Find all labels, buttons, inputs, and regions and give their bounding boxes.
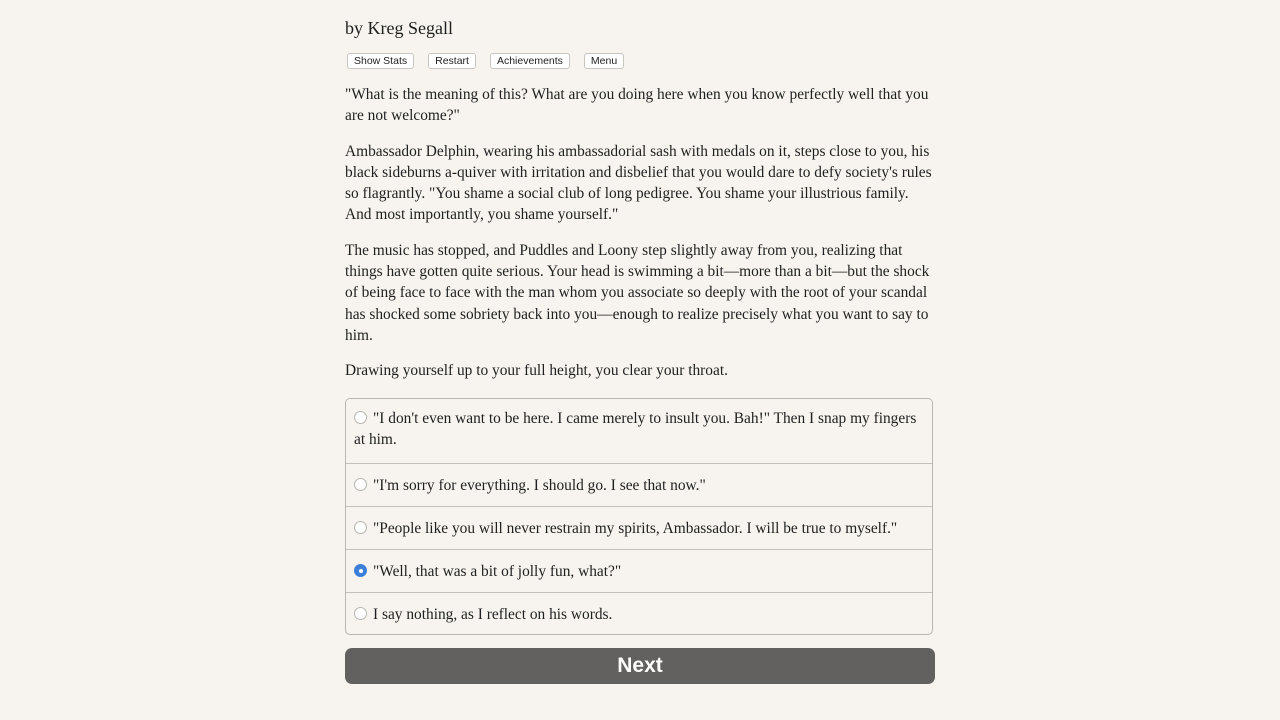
choice-label: "People like you will never restrain my spirits, Ambassador. I will be true to myself." xyxy=(373,520,898,537)
story-paragraph: The music has stopped, and Puddles and Loony step slightly away from you, realizing that things have gotten quite serious. Your head is swimming a bit—more than a bit—but the shock of being face to face with the man whom you associate so deeply with the root of your scandal has shocked some sobriety back into you—enough to realize precisely what you want to say to him. xyxy=(345,241,930,344)
choice-label: "I'm sorry for everything. I should go. I see that now." xyxy=(373,477,706,494)
toolbar xyxy=(347,53,638,70)
author-byline: by Kreg Segall xyxy=(345,18,453,38)
radio-button-icon[interactable] xyxy=(354,411,367,424)
story-paragraph: "What is the meaning of this? What are you doing here when you know perfectly well that you are not welcome?" xyxy=(345,86,929,125)
choice-option-say-nothing[interactable] xyxy=(346,592,932,634)
story-paragraph: Ambassador Delphin, wearing his ambassadorial sash with medals on it, steps close to you, his black sideburns a-quiver with irritation and disbelief that you would dare to defy society's rules so flagrantly. "You shame a social club of long pedigree. You shame your illustrious family. And most importantly, you shame yourself." xyxy=(345,142,932,224)
menu-button[interactable]: Menu xyxy=(584,53,624,69)
choice-label: "I don't even want to be here. I came merely to insult you. Bah!" Then I snap my fingers at him. xyxy=(354,410,917,449)
choice-label: I say nothing, as I reflect on his words. xyxy=(373,606,613,623)
show-stats-button[interactable]: Show Stats xyxy=(347,53,414,69)
radio-button-icon[interactable] xyxy=(354,564,367,577)
radio-button-icon[interactable] xyxy=(354,521,367,534)
restart-button[interactable]: Restart xyxy=(428,53,476,69)
choice-list xyxy=(345,398,933,635)
choice-option-insult[interactable] xyxy=(346,399,932,463)
achievements-button[interactable]: Achievements xyxy=(490,53,570,69)
radio-button-icon[interactable] xyxy=(354,478,367,491)
story-text xyxy=(345,84,937,396)
radio-button-icon[interactable] xyxy=(354,607,367,620)
next-button[interactable]: Next xyxy=(345,648,935,684)
choice-option-apologize[interactable] xyxy=(346,463,932,506)
choice-option-jolly-fun[interactable] xyxy=(346,549,932,592)
choice-label: "Well, that was a bit of jolly fun, what?" xyxy=(373,563,622,580)
choice-option-defiant[interactable] xyxy=(346,506,932,549)
story-paragraph: Drawing yourself up to your full height, you clear your throat. xyxy=(345,362,728,380)
